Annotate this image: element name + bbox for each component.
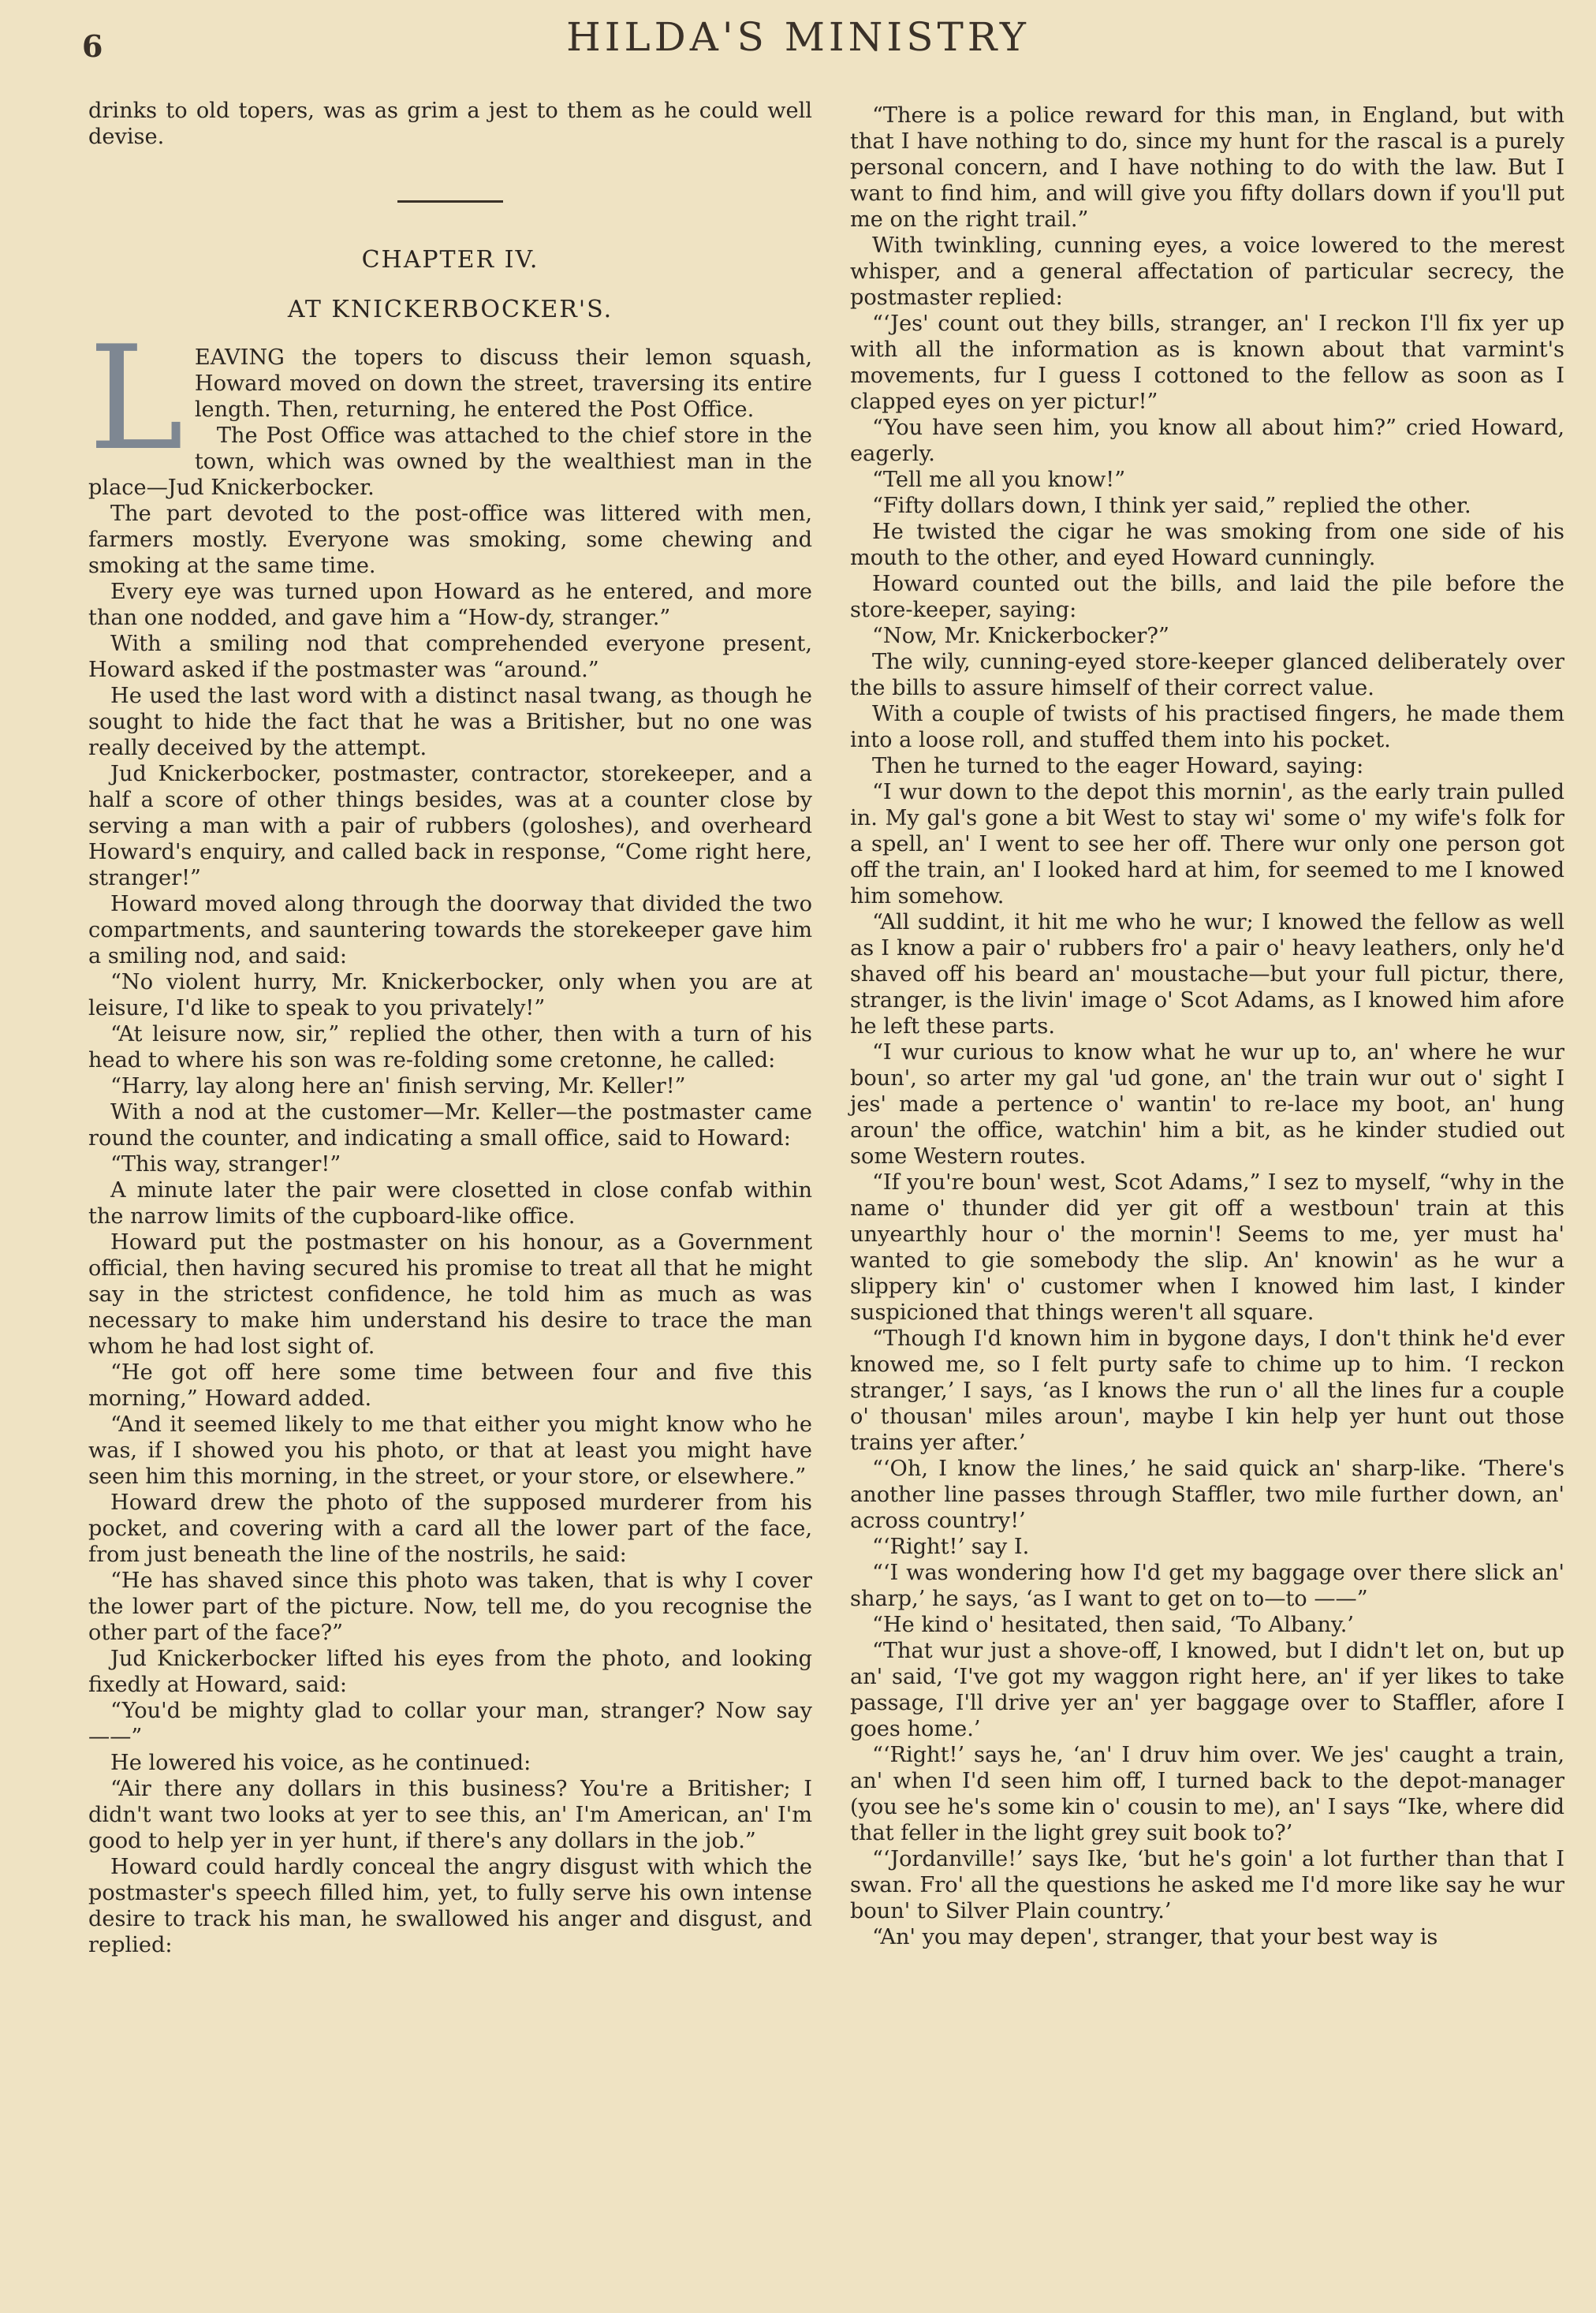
right-column [850,103,1564,1950]
paragraph: “He kind o' hesitated, then said, ‘To Albany.’ [872,1613,1355,1637]
paragraph: “At leisure now, sir,” replied the other, then with a turn of his head to where his son was re-folding some cretonne, he called: [88,1022,812,1073]
paragraph: “You have seen him, you know all about him?” cried Howard, eagerly. [850,416,1564,466]
paragraph: Howard counted out the bills, and laid the pile before the store-keeper, saying: [850,572,1564,622]
section-divider [397,200,503,203]
paragraph: The wily, cunning-eyed store-keeper glanced deliberately over the bills to assure himself of their correct value. [850,650,1564,700]
paragraph: “This way, stranger!” [110,1152,341,1177]
paragraph: Jud Knickerbocker lifted his eyes from the photo, and looking fixedly at Howard, said: [88,1647,812,1697]
paragraph: He lowered his voice, as he continued: [110,1751,531,1775]
paragraph: “‘Jes' count out they bills, stranger, an' I reckon I'll fix yer up with all the information as is known about that varmint's movements, fur I guess I cottoned to the fellow as soon as I clapped eyes on yer pictur!” [850,312,1564,414]
paragraph: “All suddint, it hit me who he wur; I knowed the fellow as well as I know a pair o' rubbers fro' a pair o' heavy leathers, only he'd shaved off his beard an' moustache—but your full pictur, there, stranger, is the livin' image o' Scot Adams, as I knowed him afore he left these parts. [850,910,1564,1039]
paragraph: “Fifty dollars down, I think yer said,” replied the other. [872,494,1471,518]
paragraph: Howard could hardly conceal the angry disgust with which the postmaster's speech filled him, yet, to fully serve his own intense desire to track his man, he swallowed his anger and disgust, and replied: [88,1855,812,1957]
paragraph: “He got off here some time between four and five this morning,” Howard added. [88,1360,812,1411]
paragraph: “You'd be mighty glad to collar your man, stranger? Now say——” [88,1699,812,1749]
paragraph: “If you're boun' west, Scot Adams,” I sez to myself, “why in the name o' thunder did yer git off a westboun' train at this unyearthly hour o' the mornin'! Seems to me, yer must ha' wanted to gie somebody the slip. An' knowin' as he wur a slippery kin' o' customer when I knowed him last, I kinder suspicioned that things weren't all square. [850,1170,1564,1325]
paragraph: “Tell me all you know!” [872,468,1126,492]
paragraph: With twinkling, cunning eyes, a voice lowered to the merest whisper, and a general affectation of particular secrecy, the postmaster replied: [850,233,1564,310]
continued-text: drinks to old topers, was as grim a jest to them as he could well devise. [88,99,812,149]
paragraph: The Post Office was attached to the chief store in the town, which was owned by the wealthiest man in the place—Jud Knickerbocker. [88,423,812,500]
paragraph: Howard put the postmaster on his honour, as a Government official, then having secured his promise to treat all that he might say in the strictest confidence, he told him as much as was necessary to make him understand his desire to trace the man whom he had lost sight of. [88,1230,812,1359]
paragraph: “‘Oh, I know the lines,’ he said quick an' sharp-like. ‘There's another line passes through Staffler, two mile further down, an' across country!’ [850,1457,1564,1533]
paragraph: With a smiling nod that comprehended everyone present, Howard asked if the postmaster was “around.” [88,632,812,682]
paragraph: He used the last word with a distinct nasal twang, as though he sought to hide the fact that he was a Britisher, but no one was really deceived by the attempt. [88,684,812,760]
paragraph: “Though I'd known him in bygone days, I don't think he'd ever knowed me, so I felt purty safe to chime up to him. ‘I reckon stranger,’ I says, ‘as I knows the run o' all the lines fur a couple o' thousan' miles aroun', maybe I kin help yer hunt out those trains yer after.’ [850,1326,1564,1455]
paragraph: “‘Right!’ say I. [872,1535,1030,1559]
paragraph: The part devoted to the post-office was littered with men, farmers mostly. Everyone was smoking, some chewing and smoking at the same time. [88,502,812,578]
paragraph: A minute later the pair were closetted in close confab within the narrow limits of the cupboard-like office. [88,1178,812,1229]
paragraph: He twisted the cigar he was smoking from one side of his mouth to the other, and eyed Howard cunningly. [850,520,1564,570]
paragraph: “And it seemed likely to me that either you might know who he was, if I showed you his photo, or that at least you might have seen him this morning, in the street, or your store, or elsewhere.” [88,1412,812,1489]
paragraph: “Now, Mr. Knickerbocker?” [872,624,1169,648]
left-column [88,98,812,1958]
chapter-title: AT KNICKERBOCKER'S. [287,296,613,323]
paragraph: “Harry, lay along here an' finish serving, Mr. Keller!” [110,1074,686,1099]
paragraph: “‘Right!’ says he, ‘an' I druv him over. We jes' caught a train, an' when I'd seen him off, I turned back to the depot-manager (you see he's some kin o' cousin to me), an' I says “Ike, where did that feller in the light grey suit book to?’ [850,1743,1564,1845]
paragraph: With a nod at the customer—Mr. Keller—the postmaster came round the counter, and indicating a small office, said to Howard: [88,1100,812,1151]
paragraph: “No violent hurry, Mr. Knickerbocker, only when you are at leisure, I'd like to speak to you privately!” [88,970,812,1020]
paragraph: Every eye was turned upon Howard as he entered, and more than one nodded, and gave him a “How-dy, stranger.” [88,580,812,630]
paragraph: “That wur just a shove-off, I knowed, but I didn't let on, but up an' said, ‘I've got my waggon right here, an' if yer likes to take passage, I'll drive yer an' yer baggage over to Staffler, afore I goes home.’ [850,1639,1564,1741]
paragraph: “I wur down to the depot this mornin', as the early train pulled in. My gal's gone a bit West to stay wi' some o' my wife's folk for a spell, an' I went to see her off. There wur only one person got off the train, an' I looked hard at him, for seemed to me I knowed him somehow. [850,780,1564,908]
paragraph: With a couple of twists of his practised fingers, he made them into a loose roll, and stuffed them into his pocket. [850,702,1564,752]
paragraph: “An' you may depen', stranger, that your best way is [872,1925,1438,1949]
paragraph: “‘I was wondering how I'd get my baggage over there slick an' sharp,’ he says, ‘as I want to get on to—to ——” [850,1561,1564,1611]
paragraph: Howard moved along through the doorway that divided the two compartments, and sauntering towards the storekeeper gave him a smiling nod, and said: [88,892,812,968]
drop-cap: L [88,315,184,482]
page-number: 6 [82,28,103,64]
paragraph: Howard drew the photo of the supposed murderer from his pocket, and covering with a card all the lower part of the face, from just beneath the line of the nostrils, he said: [88,1490,812,1567]
paragraph: “There is a police reward for this man, in England, but with that I have nothing to do, since my hunt for the rascal is a purely personal concern, and I have nothing to do with the law. But I want to find him, and will give you fifty dollars down if you'll put me on the right trail.” [850,103,1564,232]
paragraph: “‘Jordanville!’ says Ike, ‘but he's goin' a lot further than that I swan. Fro' all the questions he asked me I'd more like say he wur boun' to Silver Plain country.’ [850,1847,1564,1923]
paragraph: Then he turned to the eager Howard, saying: [872,754,1364,778]
paragraph: Jud Knickerbocker, postmaster, contractor, storekeeper, and a half a score of other things besides, was at a counter close by serving a man with a pair of rubbers (goloshes), and overheard Howard's enquiry, and called back in response, “Come right here, stranger!” [88,762,812,890]
paragraph: “He has shaved since this photo was taken, that is why I cover the lower part of the picture. Now, tell me, do you recognise the other part of the face?” [88,1569,812,1645]
chapter-number: CHAPTER IV. [361,246,539,274]
paragraph: “I wur curious to know what he wur up to, an' where he wur boun', so arter my gal 'ud gone, an' the train wur out o' sight I jes' made a pertence o' wantin' to re-lace my boot, an' hung aroun' the office, watchin' him a bit, as he kinder studied out some Western routes. [850,1040,1564,1169]
paragraph: “Air there any dollars in this business? You're a Britisher; I didn't want two looks at yer to see this, an' I'm American, an' I'm good to help yer in yer hunt, if there's any dollars in the job.” [88,1777,812,1853]
opening-paragraph-text: EAVING the topers to discuss their lemon squash, Howard moved on down the street, traversing its entire length. Then, returning, he entered the Post Office. [194,345,812,422]
running-title: HILDA'S MINISTRY [566,14,1030,60]
